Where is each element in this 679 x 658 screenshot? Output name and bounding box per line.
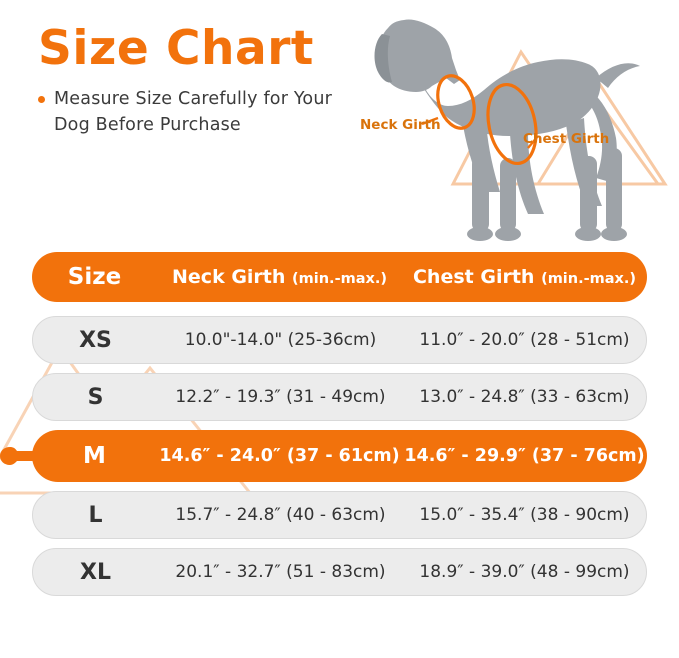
cell-neck-girth: 20.1″ - 32.7″ (51 - 83cm) [175, 562, 386, 582]
size-table [32, 252, 647, 605]
instruction-bullet [38, 87, 368, 138]
cell-size: S [87, 384, 104, 410]
cell-chest-girth: 14.6″ - 29.9″ (37 - 76cm) [404, 446, 645, 466]
table-row [32, 316, 647, 364]
cell-neck-girth: 12.2″ - 19.3″ (31 - 49cm) [175, 387, 386, 407]
cell-chest-girth: 11.0″ - 20.0″ (28 - 51cm) [419, 330, 630, 350]
cell-neck-girth: 15.7″ - 24.8″ (40 - 63cm) [175, 505, 386, 525]
column-header-size: Size [67, 264, 122, 290]
instruction-text: Measure Size Carefully for Your Dog Before Purchase [54, 89, 333, 135]
bullet-dot-icon [38, 96, 45, 103]
table-row-highlighted [32, 430, 647, 482]
table-row [32, 491, 647, 539]
page-title: Size Chart [38, 21, 314, 76]
header [38, 21, 368, 138]
cell-size: M [83, 443, 106, 469]
chest-girth-label: Chest Girth [523, 131, 610, 147]
neck-girth-label: Neck Girth [360, 117, 441, 133]
cell-chest-girth: 18.9″ - 39.0″ (48 - 99cm) [419, 562, 630, 582]
column-header-chest-sub: (min.-max.) [541, 271, 636, 287]
column-header-neck [157, 266, 402, 288]
table-header-row [32, 252, 647, 302]
cell-neck-girth: 14.6″ - 24.0″ (37 - 61cm) [159, 446, 400, 466]
bone-marker-icon [0, 441, 56, 471]
cell-size: L [88, 502, 103, 528]
cell-size: XS [79, 327, 112, 353]
column-header-chest [402, 266, 647, 288]
cell-neck-girth: 10.0"-14.0" (25-36cm) [184, 330, 377, 350]
dog-illustration [360, 6, 670, 256]
column-header-neck-sub: (min.-max.) [292, 271, 387, 287]
cell-chest-girth: 13.0″ - 24.8″ (33 - 63cm) [419, 387, 630, 407]
table-row [32, 373, 647, 421]
cell-chest-girth: 15.0″ - 35.4″ (38 - 90cm) [419, 505, 630, 525]
column-header-chest-label: Chest Girth [412, 266, 535, 288]
column-header-neck-label: Neck Girth [172, 266, 286, 288]
table-row [32, 548, 647, 596]
cell-size: XL [80, 559, 111, 585]
